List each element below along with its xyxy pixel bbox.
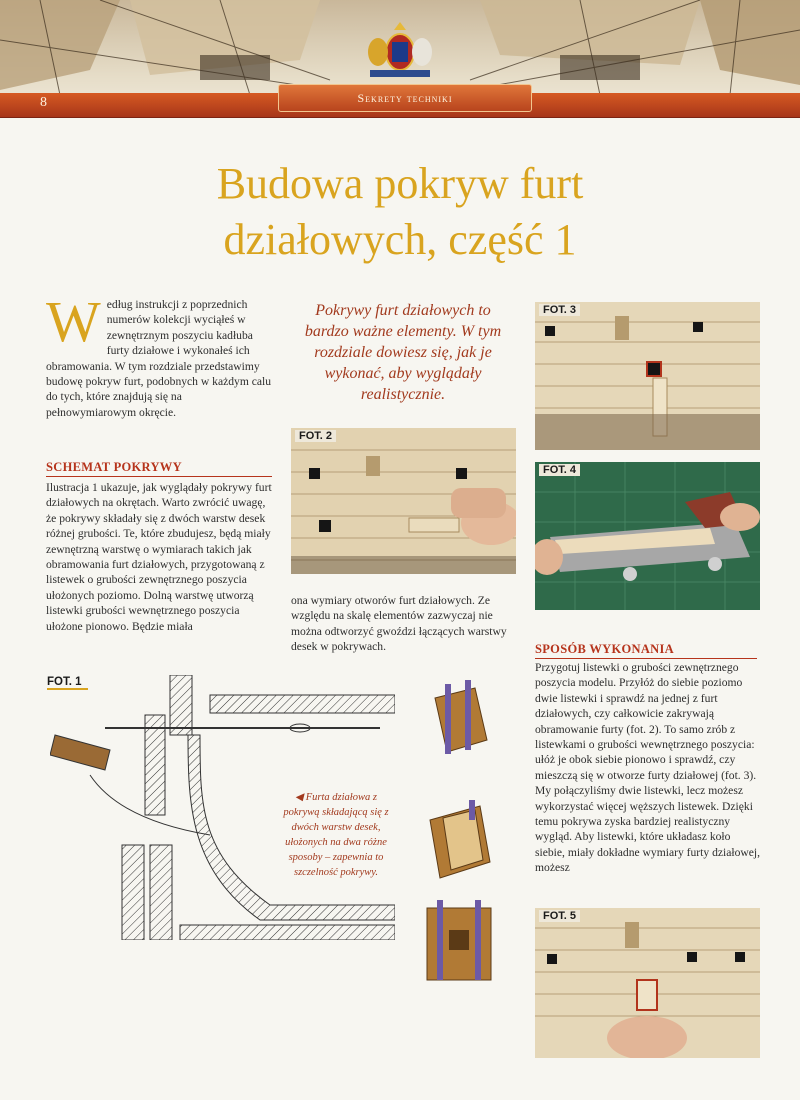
photo-label-fot-5: FOT. 5 (539, 910, 580, 922)
intro-paragraph (46, 289, 272, 420)
intro-text: edług instrukcji z poprzednich numerów kolekcji wyciąłeś w zewnętrznym poszyciu kadłuba furty działowe i wykonałeś ich obramowania. W tym rozdziale przedstawimy budowę pokryw furt, podobnych w każdym calu do tych, które znajdują się na pełnowymiarowym okręcie. (46, 298, 272, 419)
cutting-mat-photo (535, 462, 760, 610)
diagram-caption (280, 790, 392, 880)
photo-label-fot-1: FOT. 1 (47, 676, 88, 690)
hull-photo-3 (535, 302, 760, 450)
section-title: Sekrety techniki (278, 84, 532, 112)
middle-paragraph: ona wymiary otworów furt działowych. Ze względu na skalę elementów zazwyczaj nie można odtworzyć gwoździ łączących warstwy desek w pokrywach. (291, 594, 507, 654)
caption-arrow-icon: ◀ (295, 792, 306, 803)
caption-text: Furta działowa z pokrywą składającą się z dwóch warstw desek, ułożonych na dwa różne sposoby – zapewnia to szczelność pokrywy. (283, 792, 389, 878)
photo-label-fot-4: FOT. 4 (539, 464, 580, 476)
hull-photo-2 (291, 428, 516, 574)
photo-fot-5 (535, 908, 760, 1058)
photo-fot-3 (535, 302, 760, 450)
title-line-2: działowych, część 1 (223, 215, 577, 264)
lid-step-3-illustration (425, 900, 495, 985)
photo-fot-2 (291, 428, 516, 574)
photo-label-fot-3: FOT. 3 (539, 304, 580, 316)
page-number: 8 (40, 95, 47, 110)
sposob-paragraph: Przygotuj listewki o grubości zewnętrznego poszycia modelu. Przyłóż do siebie poziomo dwie listewki i sprawdź na jednej z furt działowych, czy całkowicie zakrywają obramowanie furty (fot. 2). To samo zrób z listewkami o grubości wewnętrznego poszycia: ułóż je obok siebie pionowo i sprawdź, czy mieszczą się w otworze furty działowej (fot. 3). My połączyliśmy dwie listewki, lecz możesz wykorzystać więcej węższych listewek. Dzięki temu pokrywa zyska bardziej realistyczny wygląd. Aby listewki, które układasz koło siebie, miały dokładne wymiary furty działowej, możesz (535, 661, 761, 875)
hull-photo-5 (535, 908, 760, 1058)
section-heading-schemat: SCHEMAT POKRYWY (46, 460, 272, 477)
photo-label-fot-2: FOT. 2 (295, 430, 336, 442)
royal-crest-icon (350, 18, 450, 80)
pull-quote: Pokrywy furt działowych to bardzo ważne elementy. W tym rozdziale dowiesz się, jak je wykonać, aby wyglądały realistycznie. (304, 302, 502, 403)
photo-fot-4 (535, 462, 760, 610)
title-line-1: Budowa pokryw furt (216, 159, 584, 208)
section-heading-sposob: SPOSÓB WYKONANIA (535, 642, 757, 659)
schemat-paragraph: Ilustracja 1 ukazuje, jak wyglądały pokrywy furt działowych na okrętach. Warto zwrócić uwagę, że pokrywy składały się z dwóch warstw desek różnej grubości. Te, które zbudujesz, będą miały zewnętrzną warstwę o wymiarach takich jak obramowania furt działowych, przygotowaną z listewek o grubości zewnętrznego poszycia ułożonych poziomo. Dolną warstwę utworzą listewki grubości wewnętrznego poszycia ułożone pionowo. Będzie miała (46, 481, 272, 633)
page-title (100, 156, 700, 268)
lid-step-1-illustration (425, 680, 495, 760)
drop-cap: W (46, 289, 101, 354)
page-bottom (0, 1060, 800, 1100)
lid-step-2-illustration (425, 800, 495, 885)
